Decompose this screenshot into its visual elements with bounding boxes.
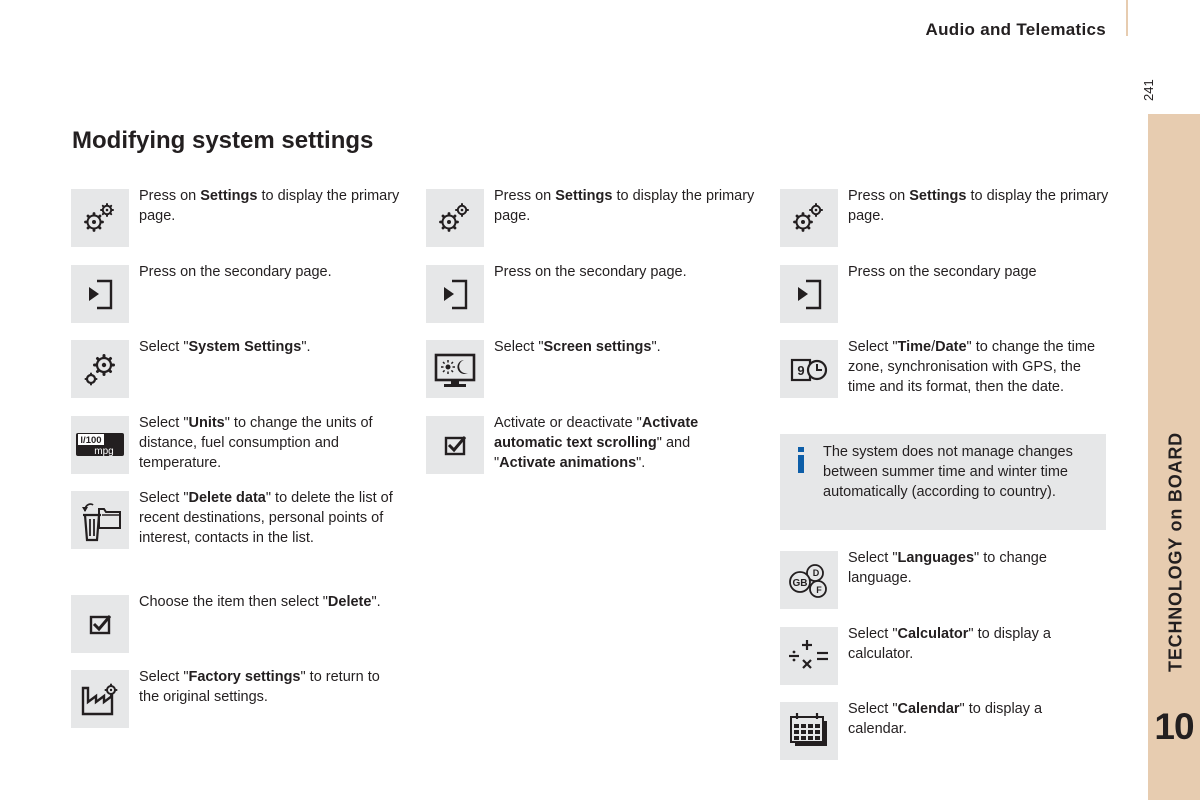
screen-settings-icon xyxy=(426,340,484,398)
checkbox-icon xyxy=(426,416,484,474)
step-calculator xyxy=(780,627,1120,685)
step-text: Press on the secondary page. xyxy=(494,264,687,280)
system-settings-icon xyxy=(71,340,129,398)
step-text: Select "Calendar" to display a calendar. xyxy=(848,701,1043,737)
step-text: Select "Calculator" to display a calculator. xyxy=(848,626,1051,662)
step-delete-data xyxy=(71,491,411,549)
step-text: Select "System Settings". xyxy=(139,339,311,355)
step-choose-delete xyxy=(71,595,411,653)
step-text: Select "Time/Date" to change the time zone, synchronisation with GPS, the time and its format, then the date. xyxy=(848,339,1096,395)
time-date-icon xyxy=(780,340,838,398)
svg-text:GB: GB xyxy=(792,578,808,589)
step-system-settings xyxy=(71,340,411,398)
step-text: Choose the item then select "Delete". xyxy=(139,594,381,610)
info-text: The system does not manage changes between summer time and winter time automatically (according to country). xyxy=(823,444,1073,500)
chapter-label-text: TECHNOLOGY on BOARD xyxy=(1165,432,1186,672)
step-text: Select "Delete data" to delete the list of recent destinations, personal points of interest, contacts in the list. xyxy=(139,490,393,546)
languages-icon xyxy=(780,551,838,609)
units-icon xyxy=(71,416,129,474)
step-text: Press on Settings to display the primary page. xyxy=(848,188,1109,224)
calculator-icon xyxy=(780,627,838,685)
step-activate-animations xyxy=(426,416,766,474)
info-note xyxy=(780,434,1106,530)
svg-text:l/100: l/100 xyxy=(80,435,102,446)
step-text: Select "Units" to change the units of distance, fuel consumption and temperature. xyxy=(139,415,373,471)
svg-text:D: D xyxy=(812,568,820,578)
chapter-number: 10 xyxy=(1154,706,1194,747)
info-icon xyxy=(796,447,806,473)
step-text: Press on the secondary page xyxy=(848,264,1037,280)
step-time-date xyxy=(780,340,1120,398)
step-settings xyxy=(71,189,411,247)
step-text: Activate or deactivate "Activate automatic text scrolling" and "Activate animations". xyxy=(494,415,699,471)
step-factory-settings xyxy=(71,670,411,728)
settings-gears-icon xyxy=(780,189,838,247)
step-text: Select "Languages" to change language. xyxy=(848,550,1047,586)
page-title: Modifying system settings xyxy=(72,127,374,154)
factory-settings-icon xyxy=(71,670,129,728)
checkbox-icon xyxy=(71,595,129,653)
delete-data-icon xyxy=(71,491,129,549)
secondary-page-icon xyxy=(71,265,129,323)
step-screen-settings xyxy=(426,340,766,398)
page-number: 241 xyxy=(1141,79,1156,101)
step-settings xyxy=(426,189,766,247)
svg-text:mpg: mpg xyxy=(94,446,114,457)
section-title: Audio and Telematics xyxy=(925,20,1106,39)
step-secondary-page xyxy=(71,265,411,323)
secondary-page-icon xyxy=(426,265,484,323)
step-secondary-page xyxy=(426,265,766,323)
step-languages xyxy=(780,551,1120,609)
step-calendar xyxy=(780,702,1120,760)
svg-text:9: 9 xyxy=(797,363,805,378)
settings-gears-icon xyxy=(71,189,129,247)
calendar-icon xyxy=(780,702,838,760)
settings-gears-icon xyxy=(426,189,484,247)
step-text: Select "Screen settings". xyxy=(494,339,661,355)
step-secondary-page xyxy=(780,265,1120,323)
secondary-page-icon xyxy=(780,265,838,323)
step-settings xyxy=(780,189,1120,247)
step-units xyxy=(71,416,411,474)
header-divider xyxy=(1126,0,1128,36)
step-text: Press on Settings to display the primary page. xyxy=(139,188,400,224)
step-text: Press on the secondary page. xyxy=(139,264,332,280)
step-text: Press on Settings to display the primary page. xyxy=(494,188,755,224)
svg-text:F: F xyxy=(816,585,822,595)
step-text: Select "Factory settings" to return to the original settings. xyxy=(139,669,380,705)
